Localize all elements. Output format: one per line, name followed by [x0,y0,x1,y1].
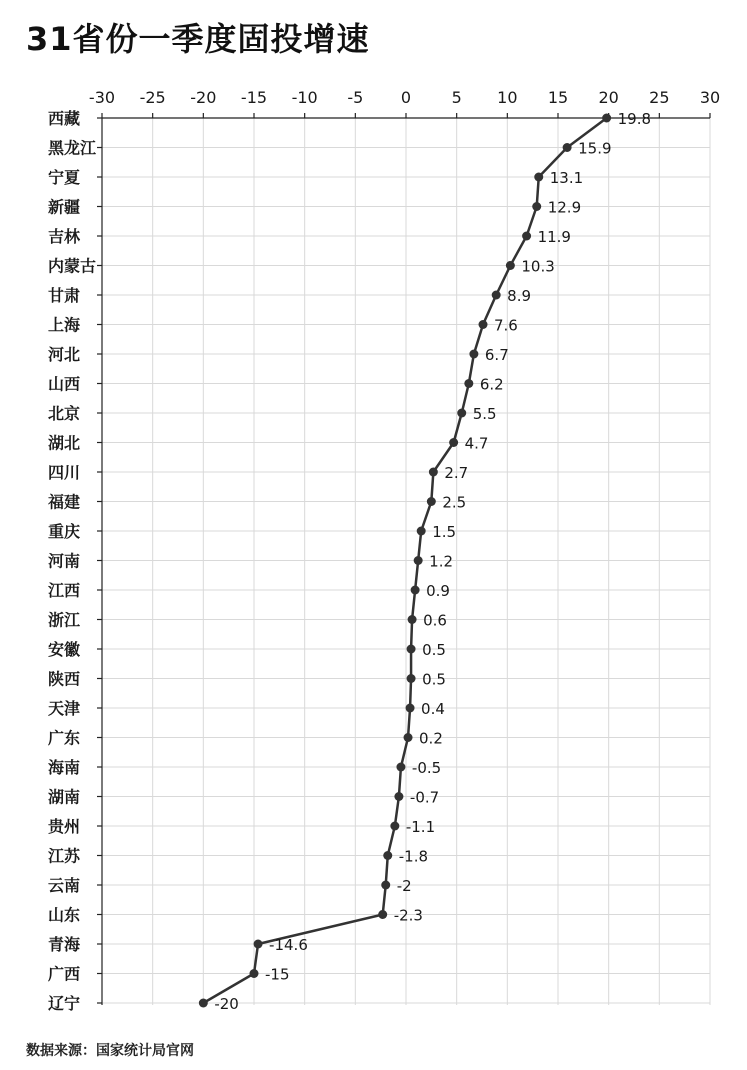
data-labels [214,110,651,1013]
category-label: 山西 [48,374,81,394]
data-label: -2 [396,877,412,895]
data-point [449,438,458,447]
category-label: 黑龙江 [48,138,97,158]
x-axis [89,88,720,1005]
category-label: 天津 [48,699,81,718]
data-point [404,733,413,742]
data-label: -15 [265,965,290,984]
x-tick-label: 5 [451,88,462,107]
category-label: 浙江 [48,610,81,630]
data-point [199,999,208,1008]
x-tick-label: -20 [190,88,217,107]
category-label: 上海 [48,315,81,335]
data-label: 0.5 [422,641,446,659]
data-label: 2.5 [442,493,467,512]
data-point [457,409,466,418]
category-label: 海南 [48,758,81,777]
data-label: 8.9 [507,287,532,305]
data-point [396,763,405,772]
data-point [532,202,541,211]
category-label: 湖北 [48,433,81,453]
category-label: 贵州 [48,817,81,836]
x-tick-label: -5 [347,88,364,107]
data-point [429,468,438,477]
category-label: 山东 [48,905,81,925]
x-tick-label: 15 [547,88,569,107]
category-label: 宁夏 [48,168,81,187]
data-label: 0.9 [426,582,450,600]
grid-lines [102,118,710,1005]
data-point [406,704,415,713]
data-point [414,556,423,565]
category-label: 安徽 [48,640,81,659]
data-point [381,881,390,890]
x-tick-label: 0 [400,88,412,107]
data-label: 1.5 [432,523,457,541]
data-point [534,173,543,182]
data-label: 6.2 [479,375,504,394]
data-point [417,527,426,536]
data-point [250,969,259,978]
category-label: 甘肃 [48,286,81,305]
data-label: 13.1 [549,169,584,187]
data-label: -1.8 [398,847,429,866]
category-label: 辽宁 [48,994,81,1013]
data-label: 7.6 [494,316,518,335]
x-tick-label: -10 [291,88,318,107]
category-label: 河北 [48,345,81,364]
x-tick-label: -15 [240,88,268,107]
data-label: -14.6 [269,936,308,954]
category-label: 广东 [48,728,81,748]
data-point [464,379,473,388]
data-label: 11.9 [537,228,571,246]
category-label: 四川 [48,463,81,482]
data-point [383,851,392,860]
x-tick-label: -30 [88,88,116,107]
category-label: 北京 [48,404,81,423]
data-point [394,792,403,801]
category-label: 重庆 [48,522,81,541]
data-point [254,940,263,949]
category-label: 云南 [48,876,81,895]
data-point [469,350,478,359]
x-tick-label: 20 [598,88,619,107]
x-tick-label: 10 [497,88,518,107]
x-tick-label: 30 [699,88,721,107]
data-point [506,261,515,270]
data-point [407,645,416,654]
data-label: 6.7 [484,346,509,364]
data-label: 12.9 [547,198,582,217]
data-label: 0.4 [421,700,445,718]
data-source-note: 数据来源：国家统计局官网 [26,1043,194,1059]
data-label: 15.9 [578,139,612,158]
category-label: 广西 [48,964,81,984]
data-point [522,232,531,241]
data-label: 0.2 [419,729,443,748]
data-label: -0.7 [409,788,440,807]
category-label: 河南 [48,551,81,571]
chart-title: 31省份一季度固投增速 [26,20,370,58]
data-point [390,822,399,831]
data-label: -1.1 [405,818,436,836]
category-label: 内蒙古 [48,256,97,276]
data-point [407,674,416,683]
data-point [427,497,436,506]
data-point [408,615,417,624]
data-label: -0.5 [411,759,442,777]
data-label: 2.7 [444,464,469,482]
category-label: 福建 [48,492,81,512]
data-label: 19.8 [617,110,652,128]
category-label: 青海 [48,935,81,954]
data-label: 5.5 [472,405,497,423]
x-tick-label: 25 [649,88,670,107]
x-tick-label: -25 [139,88,166,107]
category-label: 陕西 [48,669,81,689]
data-label: -20 [214,995,239,1013]
category-label: 江苏 [48,846,81,866]
category-label: 新疆 [48,197,81,217]
data-point [411,586,420,595]
data-point [378,910,387,919]
data-point [563,143,572,152]
data-label: 10.3 [521,257,555,276]
data-label: 4.7 [464,434,489,453]
data-label: 0.5 [422,670,446,689]
category-label: 湖南 [48,787,81,807]
data-label: -2.3 [393,906,423,925]
category-label: 吉林 [48,227,81,246]
category-label: 江西 [48,581,81,600]
data-label: 0.6 [423,611,447,630]
category-labels [47,109,102,1013]
data-point [602,114,611,123]
category-label: 西藏 [48,109,81,128]
data-point [492,291,501,300]
data-point [479,320,488,329]
data-label: 1.2 [429,552,454,571]
